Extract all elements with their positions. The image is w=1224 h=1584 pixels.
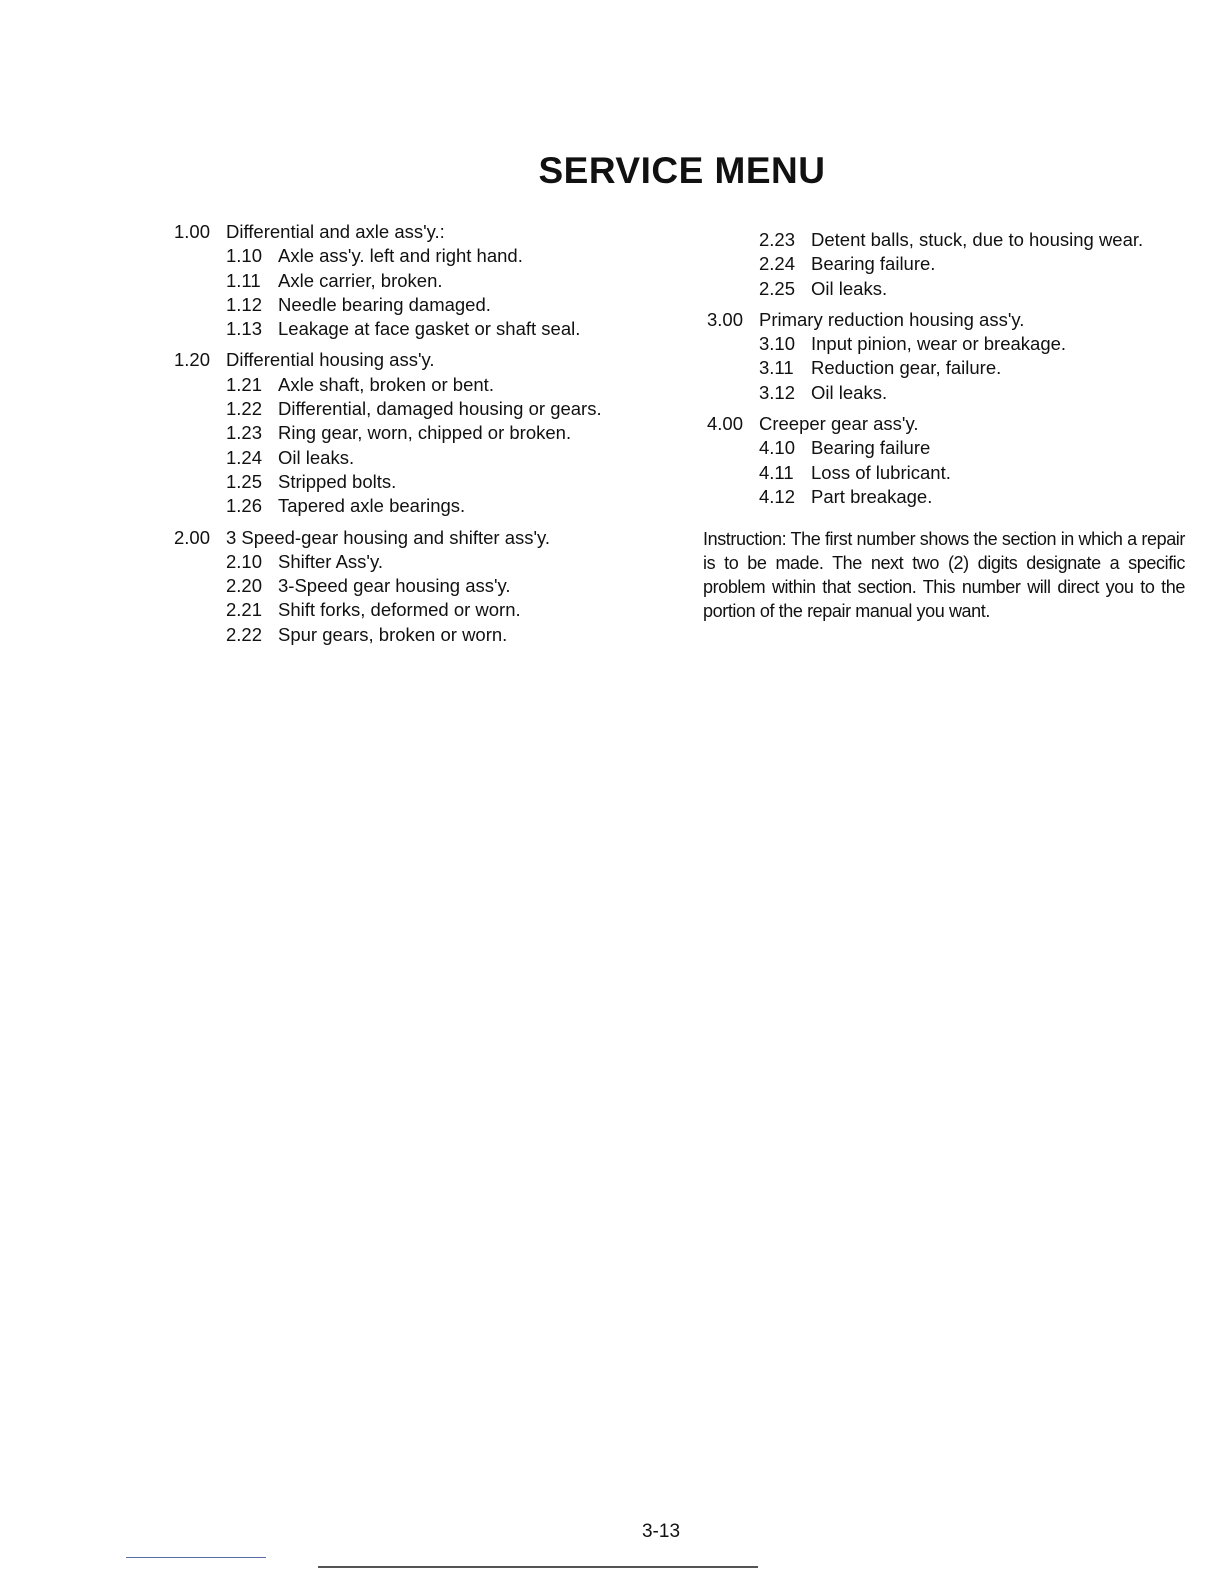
menu-entry — [703, 356, 1193, 380]
entry-number: 4.00 — [707, 413, 744, 435]
entry-number: 1.25 — [226, 470, 263, 492]
entry-number: 4.11 — [759, 461, 794, 483]
entry-text: Tapered axle bearings. — [278, 495, 466, 517]
entry-number: 2.24 — [759, 253, 796, 275]
entry-number: 1.22 — [226, 398, 263, 420]
menu-entry — [170, 470, 670, 494]
entry-text: Loss of lubricant. — [811, 461, 951, 483]
menu-entry — [170, 598, 670, 622]
entry-number: 1.13 — [226, 318, 263, 340]
menu-entry — [170, 550, 670, 574]
entry-text: Axle shaft, broken or bent. — [278, 373, 494, 395]
entry-number: 2.22 — [226, 623, 263, 645]
entry-number: 1.24 — [226, 446, 263, 468]
menu-entry — [170, 220, 670, 244]
entry-number: 4.12 — [759, 485, 796, 507]
menu-entry — [703, 252, 1193, 276]
entry-text: Spur gears, broken or worn. — [278, 623, 508, 645]
menu-entry — [703, 308, 1193, 332]
entry-text: Primary reduction housing ass'y. — [759, 308, 1025, 330]
menu-entry — [703, 461, 1193, 485]
entry-text: Differential, damaged housing or gears. — [278, 398, 602, 420]
entry-text: Detent balls, stuck, due to housing wear. — [811, 229, 1144, 250]
entry-text: Oil leaks. — [278, 446, 355, 468]
menu-entry — [170, 421, 670, 445]
entry-text: Axle ass'y. left and right hand. — [278, 245, 523, 267]
entry-text: Part breakage. — [811, 485, 933, 507]
entry-number: 1.10 — [226, 245, 263, 267]
entry-text: Shift forks, deformed or worn. — [278, 599, 521, 621]
menu-entry — [170, 244, 670, 268]
entry-number: 1.23 — [226, 422, 263, 444]
entry-number: 1.00 — [174, 221, 211, 242]
entry-number: 3.10 — [759, 333, 796, 355]
entry-number: 2.10 — [226, 550, 263, 572]
entry-number: 1.12 — [226, 293, 263, 315]
page-number: 3-13 — [641, 1521, 681, 1542]
menu-entry — [703, 381, 1193, 405]
entry-number: 1.26 — [226, 495, 263, 517]
entry-text: Bearing failure — [811, 437, 931, 459]
menu-entry — [703, 436, 1193, 460]
entry-number: 2.21 — [226, 599, 263, 621]
entry-text: Creeper gear ass'y. — [759, 413, 919, 435]
menu-entry — [703, 412, 1193, 436]
footer-rule-right — [318, 1566, 758, 1568]
entry-number: 3.12 — [759, 381, 796, 403]
menu-entry — [170, 269, 670, 293]
entry-number: 1.11 — [226, 269, 261, 291]
menu-entry — [703, 485, 1193, 509]
page-title: SERVICE MENU — [538, 150, 826, 191]
service-menu-right-column — [703, 228, 1193, 509]
entry-number: 2.23 — [759, 229, 796, 250]
entry-number: 3.00 — [707, 308, 744, 330]
footer-rule-left — [126, 1557, 266, 1558]
entry-text: Leakage at face gasket or shaft seal. — [278, 318, 581, 340]
entry-text: Oil leaks. — [811, 381, 888, 403]
menu-entry — [170, 574, 670, 598]
menu-entry — [170, 373, 670, 397]
entry-text: Needle bearing damaged. — [278, 293, 491, 315]
entry-text: Shifter Ass'y. — [278, 550, 383, 572]
entry-text: 3 Speed-gear housing and shifter ass'y. — [226, 526, 551, 548]
menu-entry — [170, 317, 670, 341]
menu-entry — [170, 623, 670, 647]
service-menu-left-column — [170, 220, 670, 647]
menu-entry — [703, 277, 1193, 301]
entry-text: Stripped bolts. — [278, 470, 397, 492]
entry-number: 2.00 — [174, 526, 211, 548]
entry-number: 1.20 — [174, 349, 211, 371]
entry-number: 2.20 — [226, 575, 263, 597]
menu-entry — [703, 332, 1193, 356]
entry-text: Reduction gear, failure. — [811, 357, 1002, 379]
entry-text: Bearing failure. — [811, 253, 936, 275]
menu-entry — [170, 526, 670, 550]
entry-number: 3.11 — [759, 357, 794, 379]
entry-text: Ring gear, worn, chipped or broken. — [278, 422, 572, 444]
menu-entry — [170, 397, 670, 421]
entry-text: Differential housing ass'y. — [226, 349, 435, 371]
entry-text: 3-Speed gear housing ass'y. — [278, 575, 511, 597]
menu-entry — [170, 348, 670, 372]
entry-text: Oil leaks. — [811, 277, 888, 299]
entry-number: 1.21 — [226, 373, 263, 395]
menu-entry — [703, 228, 1193, 252]
menu-entry — [170, 293, 670, 317]
instruction-paragraph: Instruction: The first number shows the section in which a repair is to be made. The next two (2) digits designate a specific problem within that section. This number will direct you to the portion of the repair manual you want. — [703, 529, 1185, 621]
menu-entry — [170, 446, 670, 470]
entry-text: Differential and axle ass'y.: — [226, 221, 445, 242]
entry-number: 2.25 — [759, 277, 796, 299]
menu-entry — [170, 494, 670, 518]
entry-number: 4.10 — [759, 437, 796, 459]
entry-text: Input pinion, wear or breakage. — [811, 333, 1067, 355]
entry-text: Axle carrier, broken. — [278, 269, 443, 291]
